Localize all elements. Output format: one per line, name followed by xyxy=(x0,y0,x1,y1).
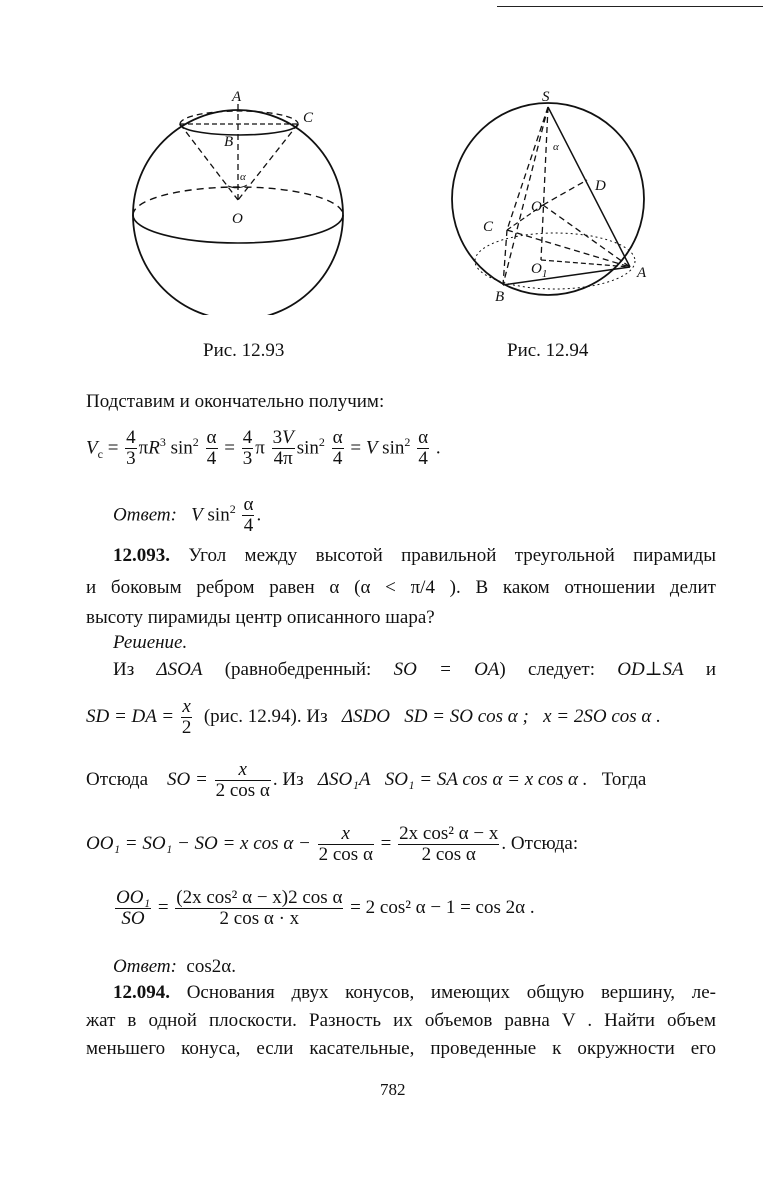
problem-12093-line2: и боковым ребром равен α (α < π/4 ). В каком отношении делит xyxy=(86,577,716,598)
label-o-2: O xyxy=(531,199,542,215)
solution-line4: OO₁ = SO₁ − SO = x cos α − $\frac{x}{\text{2 cos α}}$ = $\frac{\text{2x cos² α − x}}{\text{2 cos α}}$ . Отсюда: xyxy=(86,823,579,865)
caption-12-93: Рис. 12.93 xyxy=(203,340,285,361)
label-b-2: B xyxy=(495,289,505,305)
problem-12094-line3: меньшего конуса, если касательные, проведенные к окружности его xyxy=(86,1038,716,1059)
figure-12-93 xyxy=(125,80,355,315)
problem-12094-line2: жат в одной плоскости. Разность их объемов равна V . Найти объем xyxy=(86,1010,716,1031)
label-alpha: α xyxy=(240,171,246,183)
label-o: O xyxy=(232,211,243,227)
label-a-2: A xyxy=(637,265,647,281)
label-alpha-2: α xyxy=(553,141,559,153)
problem-12093-line1: 12.093. Угол между высотой правильной треугольной пирамиды xyxy=(113,545,717,566)
solution-line1: Из ΔSOA (равнобедренный: SO = OA) следует: OD⊥SA и xyxy=(113,659,717,680)
label-c: C xyxy=(303,110,314,126)
solution-line3: Отсюда SO = $\frac{x}{\text{2 cos α}}$ . Из ΔSO₁A SO₁ = SA cos α = x cos α . Тогда xyxy=(86,759,647,801)
formula-volume: $V_c$ = $\frac{4}{3}$ $\pi R^3$ $\sin^2$ $\frac{\alpha}{4}$ = $\frac{4}{3}$ π $\frac{3V}{4\pi}$ $\sin^2$ $\frac{\alpha}{4}$ = V $\sin^2$ $\frac{\alpha}{4}$ . xyxy=(86,427,441,470)
caption-12-94: Рис. 12.94 xyxy=(507,340,589,361)
answer-1: Ответ: V $\sin^2$ $\frac{\alpha}{4}$ . xyxy=(113,494,262,537)
answer-2: Ответ: cos2α. xyxy=(113,956,236,977)
problem-12094-line1: 12.094. Основания двух конусов, имеющих общую вершину, ле- xyxy=(113,982,716,1003)
label-c-2: C xyxy=(483,219,494,235)
solution-label: Решение. xyxy=(113,632,188,653)
label-s: S xyxy=(542,89,550,105)
label-b: B xyxy=(224,134,234,150)
problem-12093-line3: высоту пирамиды центр описанного шара? xyxy=(86,607,435,628)
solution-line5: $\frac{\text{OO₁}}{SO}$ = $\frac{\text{(2x cos² α − x)2 cos α}}{\text{2 cos α · x}}$ = 2 cos² α − 1 = cos 2α . xyxy=(116,887,535,929)
substitute-line: Подставим и окончательно получим: xyxy=(86,391,385,412)
label-a: A xyxy=(232,89,242,105)
figure-12-94 xyxy=(445,85,660,310)
top-rule xyxy=(497,6,763,7)
label-d: D xyxy=(595,178,606,194)
solution-line2: SD = DA = $\frac{x}{2}$ (рис. 12.94). Из ΔSDO SD = SO cos α ; x = 2SO cos α . xyxy=(86,696,661,738)
label-o1: $O_1$ xyxy=(531,261,548,280)
page-number: 782 xyxy=(380,1080,406,1099)
